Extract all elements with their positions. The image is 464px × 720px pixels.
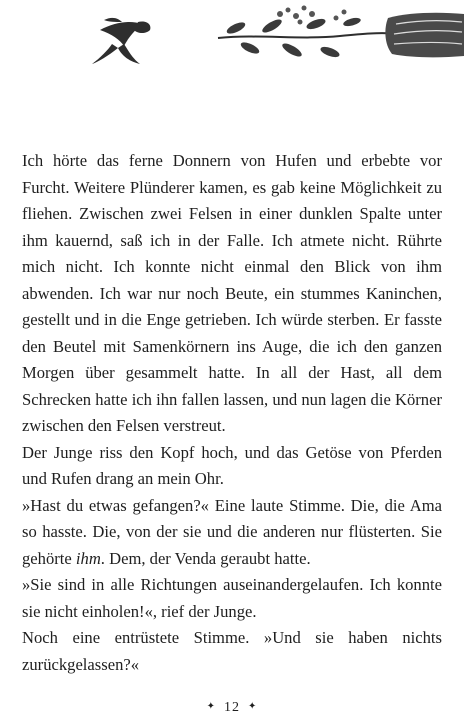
paragraph: Der Junge riss den Kopf hoch, und das Getöse von Pferden und Rufen drang an mein Ohr. [22,442,442,488]
paragraph: Ich hörte das ferne Donnern von Hufen und erbebte vor Furcht. Weitere Plünderer kamen, es gab keine Möglichkeit zu fliehen. Zwischen zwei Felsen in einer dunklen Spalte unter ihm kauernd, saß ich in der Falle. Ich atmete nicht. Rührte mich nicht. Ich konnte nicht einmal den Blick von ihm abwenden. Ich war nur noch Beute, ein stummes Kaninchen, gestellt und in die Enge getrieben. Ich würde sterben. Er fasste den Beutel mit Samenkörnern ins Auge, die ich den ganzen Morgen über gesammelt hatte. In all der Hast, all dem Schrecken hatte ich ihn fallen lassen, und nun lagen die Körner zwischen den Felsen verstreut. [22,151,442,435]
page-number [0,700,464,716]
body-text [22,148,442,678]
page-number-value: 12 [224,700,240,715]
swallow-bird-icon [92,18,150,64]
vine-ornament-icon [218,6,464,60]
star-ornament-icon: ✦ [206,701,216,712]
star-ornament-icon: ✦ [248,701,258,712]
paragraph: »Sie sind in alle Richtungen auseinandergelaufen. Ich konnte sie nicht einholen!«, rief der Junge. [22,575,442,621]
paragraph: Noch eine entrüstete Stimme. »Und sie haben nichts zurückgelassen?« [22,628,442,674]
paragraph: »Hast du etwas gefangen?« Eine laute Stimme. Die, die Ama so hasste. Die, von der sie und die anderen nur flüsterten. Sie gehörte ihm. Dem, der Venda geraubt hatte. [22,495,442,568]
header-illustration [0,0,464,80]
